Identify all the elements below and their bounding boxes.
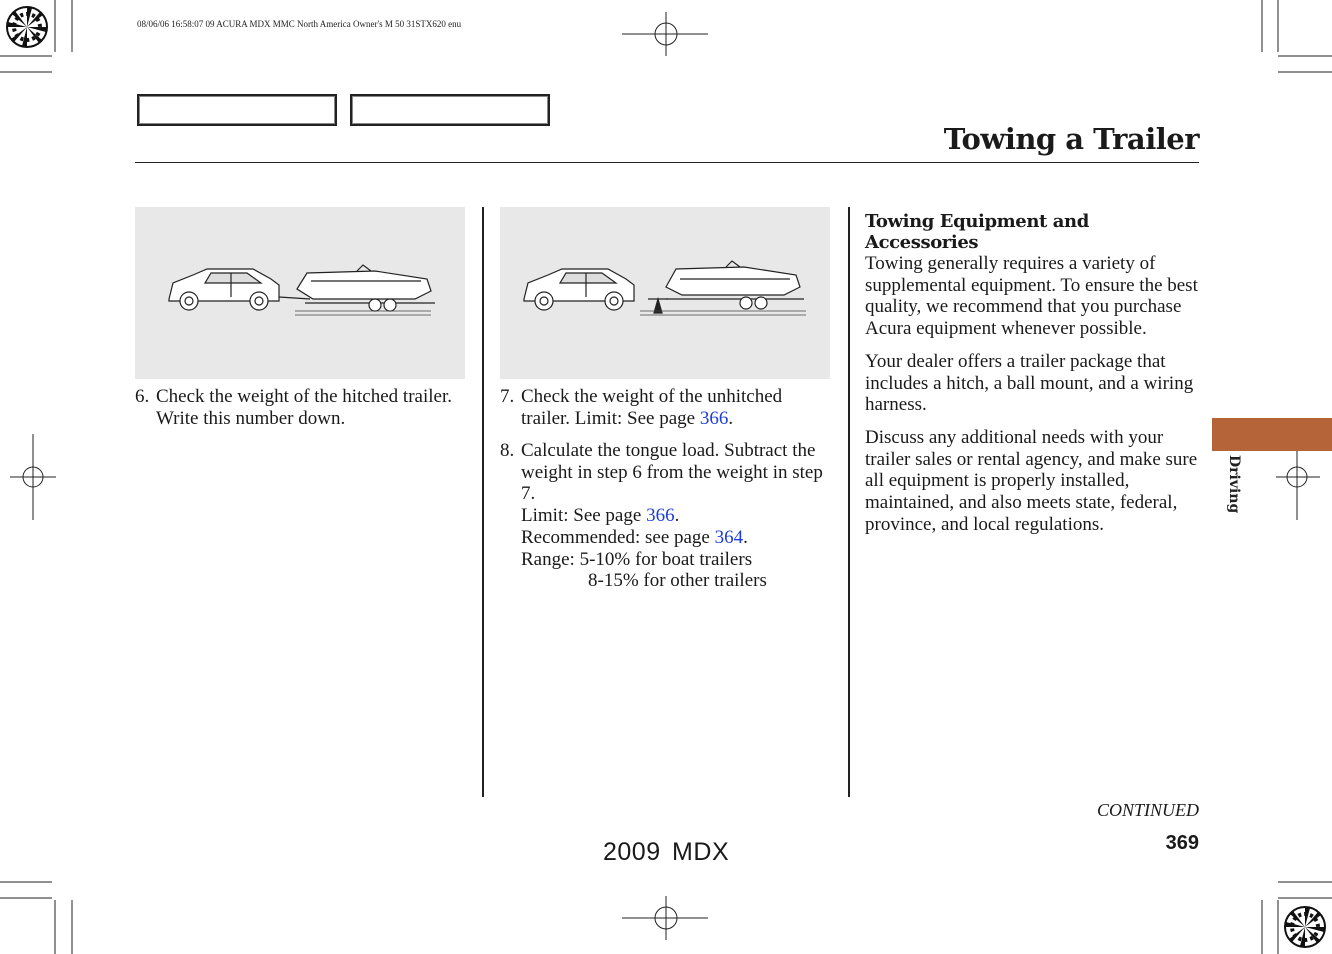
title-rule: [135, 162, 1199, 163]
paragraph: Your dealer offers a trailer package that includes a hitch, a ball mount, and a wiring harness.: [865, 350, 1194, 416]
step-number: 6.: [135, 386, 150, 407]
paragraph: Towing generally requires a variety of supplemental equipment. To ensure the best quality, we recommend that you purchase Acura equipment whenever possible.: [865, 253, 1198, 340]
period: .: [728, 407, 734, 429]
range-label: Range: 5-10% for boat trailers: [521, 548, 753, 570]
car-boat-trailer-illustration: [135, 207, 465, 379]
step-7: [500, 386, 835, 429]
page-link[interactable]: 366: [699, 407, 729, 429]
step-text: Check the weight of the unhitched trailer. Limit: See page: [521, 386, 783, 429]
continued-label: CONTINUED: [1096, 800, 1199, 820]
nav-box-right[interactable]: [350, 94, 550, 126]
column-divider: [482, 207, 484, 797]
recommended-label: Recommended: see page: [521, 526, 715, 548]
period: .: [743, 526, 748, 548]
section-tab[interactable]: [1212, 418, 1332, 451]
car-boat-trailer-illustration: [500, 207, 830, 379]
page-link[interactable]: 364: [714, 526, 744, 548]
range-line-2: 8-15% for other trailers: [588, 570, 767, 592]
registration-target-icon: [6, 6, 48, 48]
limit-label: Limit: See page: [521, 505, 647, 527]
step-number: 8.: [500, 440, 515, 461]
step-text: Calculate the tongue load. Subtract the weight in step 6 from the weight in step 7.: [521, 440, 823, 505]
period: .: [674, 505, 680, 527]
column-divider: [848, 207, 850, 797]
footer-model: 2009 MDX: [603, 838, 730, 866]
print-header: 08/06/06 16:58:07 09 ACURA MDX MMC North America Owner's M 50 31STX620 enu: [137, 19, 462, 29]
page-number: 369: [1165, 832, 1199, 854]
page-link[interactable]: 366: [646, 505, 675, 527]
step-6: [135, 386, 465, 429]
step-number: 7.: [500, 386, 515, 407]
nav-box-left[interactable]: [137, 94, 337, 126]
section-heading: Towing Equipment and Accessories: [865, 211, 1089, 253]
step-8: [500, 440, 835, 592]
paragraph: Discuss any additional needs with your trailer sales or rental agency, and make sure all equipment is properly installed, maintained, and also meets state, federal, province, and local regulations.: [865, 426, 1198, 535]
registration-target-icon: [1284, 906, 1326, 948]
figure-unhitched-trailer: [500, 207, 830, 379]
page-title: Towing a Trailer: [943, 122, 1199, 156]
figure-hitched-trailer: [135, 207, 465, 379]
step-text: Check the weight of the hitched trailer. Write this number down.: [156, 386, 452, 429]
equipment-section: [865, 211, 1200, 546]
section-tab-label: Driving: [1226, 455, 1242, 514]
